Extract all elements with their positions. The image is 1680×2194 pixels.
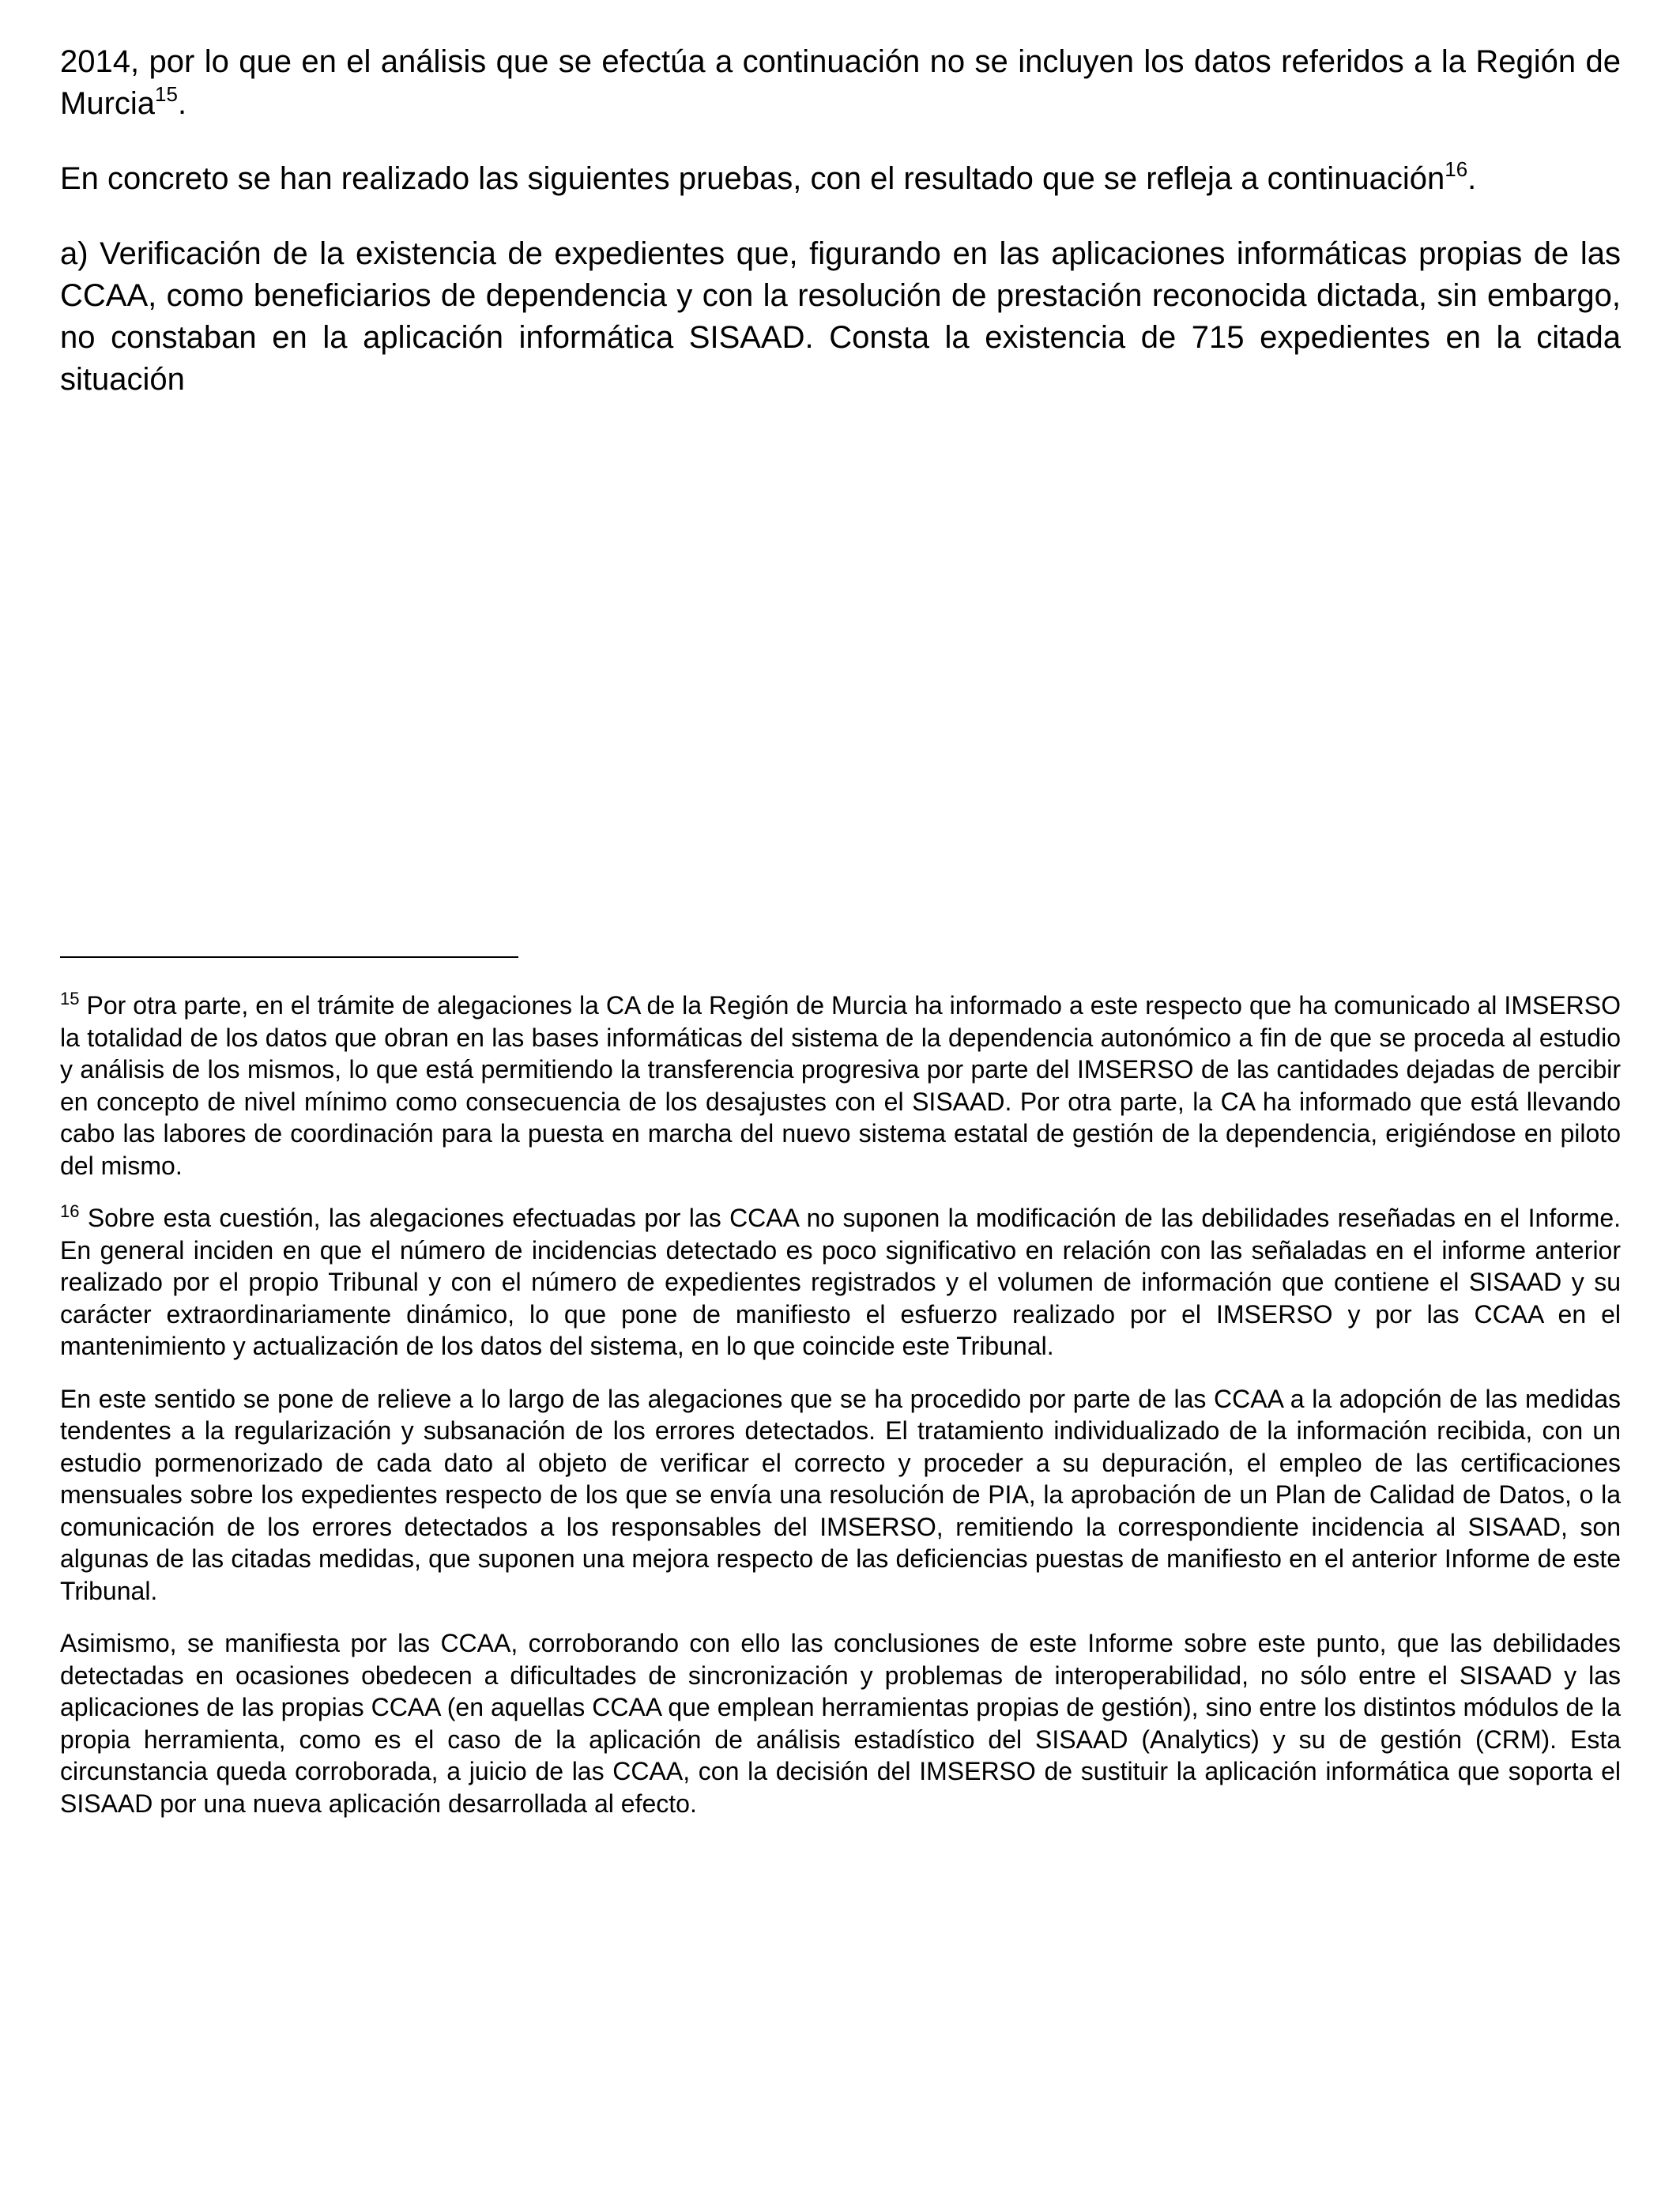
footnote-ref-15[interactable]: 15 bbox=[155, 82, 178, 106]
footnote-separator bbox=[60, 956, 518, 958]
paragraph-tests-intro bbox=[60, 158, 1621, 200]
paragraph-verification-a bbox=[60, 233, 1621, 401]
paragraph-text: En concreto se han realizado las siguientes pruebas, con el resultado que se refleja a continuación bbox=[60, 161, 1445, 196]
footnote-text: Por otra parte, en el trámite de alegaciones la CA de la Región de Murcia ha informado a este respecto que ha comunicado al IMSERSO la totalidad de los datos que obran en las bases informáticas del sistema de la dependencia autonómico a fin de que se proceda al estudio y análisis de los mismos, lo que está permitiendo la transferencia progresiva por parte del IMSERSO de las cantidades dejadas de percibir en concepto de nivel mínimo como consecuencia de los desajustes con el SISAAD. Por otra parte, la CA ha informado que está llevando cabo las labores de coordinación para la puesta en marcha del nuevo sistema estatal de gestión de la dependencia, erigiéndose en piloto del mismo. bbox=[60, 991, 1621, 1180]
paragraph-text: a) Verificación de la existencia de expedientes que, figurando en las aplicaciones informáticas propias de las CCAA, como beneficiarios de dependencia y con la resolución de prestación reconocida dictada, sin embargo, no constaban en la aplicación informática SISAAD. Consta la existencia de 715 expedientes en la citada situación bbox=[60, 236, 1621, 397]
footnote-ref-16[interactable]: 16 bbox=[1445, 157, 1468, 181]
footnote-16-continuation-1: En este sentido se pone de relieve a lo largo de las alegaciones que se ha procedido por parte de las CCAA a la adopción de las medidas tendentes a la regularización y subsanación de los errores detectados. El tratamiento individualizado de la información recibida, con un estudio pormenorizado de cada dato al objeto de verificar el correcto y proceder a su depuración, el empleo de las certificaciones mensuales sobre los expedientes respecto de los que se envía una resolución de PIA, la aprobación de un Plan de Calidad de Datos, o la comunicación de los errores detectados a los responsables del IMSERSO, remitiendo la correspondiente incidencia al SISAAD, son algunas de las citadas medidas, que suponen una mejora respecto de las deficiencias puestas de manifiesto en el anterior Informe de este Tribunal. bbox=[60, 1384, 1621, 1605]
footnotes-section bbox=[60, 956, 1621, 1840]
document-body bbox=[60, 41, 1621, 434]
footnote-16 bbox=[60, 1202, 1621, 1363]
paragraph-murcia-exclusion bbox=[60, 41, 1621, 125]
paragraph-end: . bbox=[177, 86, 187, 121]
footnote-number: 15 bbox=[60, 989, 80, 1008]
paragraph-end: . bbox=[1467, 161, 1477, 196]
footnote-15 bbox=[60, 990, 1621, 1182]
paragraph-text: 2014, por lo que en el análisis que se efectúa a continuación no se incluyen los datos referidos a la Región de Murcia bbox=[60, 44, 1621, 121]
footnote-text: Sobre esta cuestión, las alegaciones efectuadas por las CCAA no suponen la modificación de las debilidades reseñadas en el Informe. En general inciden en que el número de incidencias detectado es poco significativo en relación con las señaladas en el informe anterior realizado por el propio Tribunal y con el número de expedientes registrados y el volumen de información que contiene el SISAAD y su carácter extraordinariamente dinámico, lo que pone de manifiesto el esfuerzo realizado por el IMSERSO y por las CCAA en el mantenimiento y actualización de los datos del sistema, en lo que coincide este Tribunal. bbox=[60, 1204, 1621, 1360]
footnote-16-continuation-2: Asimismo, se manifiesta por las CCAA, corroborando con ello las conclusiones de este Informe sobre este punto, que las debilidades detectadas en ocasiones obedecen a dificultades de sincronización y problemas de interoperabilidad, no sólo entre el SISAAD y las aplicaciones de las propias CCAA (en aquellas CCAA que emplean herramientas propias de gestión), sino entre los distintos módulos de la propia herramienta, como es el caso de la aplicación de análisis estadístico del SISAAD (Analytics) y su de gestión (CRM). Esta circunstancia queda corroborada, a juicio de las CCAA, con la decisión del IMSERSO de sustituir la aplicación informática que soporta el SISAAD por una nueva aplicación desarrollada al efecto. bbox=[60, 1629, 1621, 1818]
footnote-number: 16 bbox=[60, 1201, 80, 1221]
